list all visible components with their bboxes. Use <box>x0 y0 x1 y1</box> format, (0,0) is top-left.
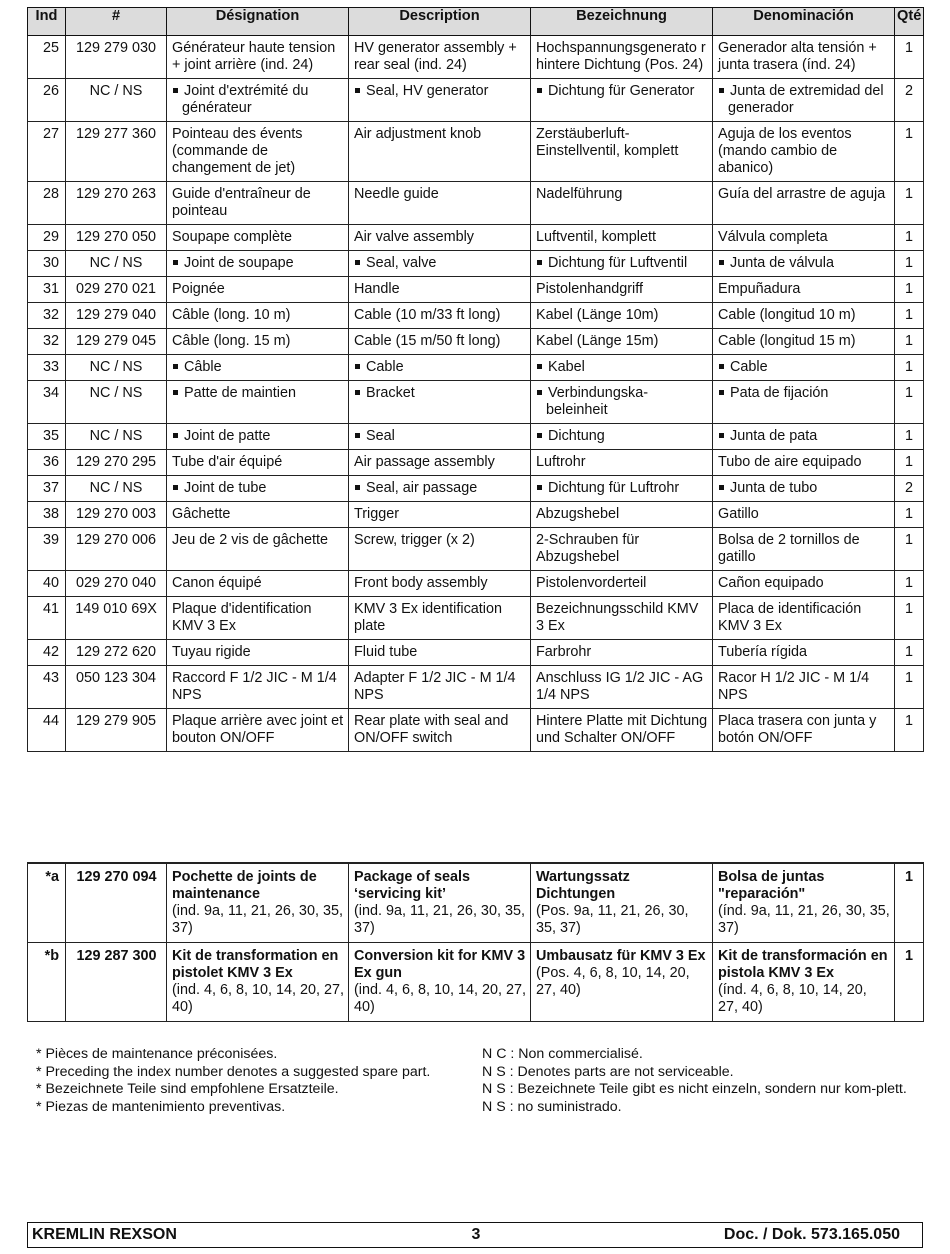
cell-part-number: NC / NS <box>66 424 167 450</box>
note-line: N S : Bezeichnete Teile gibt es nicht einzeln, sondern nur kom-plett. <box>482 1081 907 1097</box>
cell-text: Patte de maintien <box>184 385 296 401</box>
cell-bezeichnung: Luftrohr <box>531 450 713 476</box>
cell-denominacion: Guía del arrastre de aguja <box>713 182 895 225</box>
cell-text: Joint de patte <box>184 428 271 444</box>
kit-index-list: (ind. 4, 6, 8, 10, 14, 20, 27, 40) <box>172 982 345 1015</box>
cell-designation: Poignée <box>167 277 349 303</box>
cell-quantity: 1 <box>895 303 924 329</box>
cell-index: 36 <box>28 450 66 476</box>
note-line: * Pièces de maintenance préconisées. <box>36 1046 278 1062</box>
cell-index: 43 <box>28 666 66 709</box>
cell-quantity: 1 <box>895 122 924 182</box>
bullet-icon <box>355 88 360 93</box>
cell-denominacion: Generador alta tensión + junta trasera (índ. 24) <box>713 36 895 79</box>
cell-description: Air adjustment knob <box>349 122 531 182</box>
cell-text: Junta de válvula <box>730 255 835 271</box>
cell-bezeichnung <box>531 79 713 122</box>
kit-part-number: 129 287 300 <box>66 943 167 1022</box>
cell-quantity: 1 <box>895 709 924 752</box>
cell-text: Kabel <box>548 359 585 375</box>
cell-denominacion: Racor H 1/2 JIC - M 1/4 NPS <box>713 666 895 709</box>
cell-bezeichnung: Nadelführung <box>531 182 713 225</box>
cell-text: Joint de soupape <box>184 255 294 271</box>
table-row <box>28 251 924 277</box>
cell-part-number: 129 279 040 <box>66 303 167 329</box>
cell-designation <box>167 381 349 424</box>
cell-part-number: 129 279 030 <box>66 36 167 79</box>
table-row <box>28 36 924 79</box>
kit-en-cell <box>349 863 531 943</box>
cell-description: Rear plate with seal and ON/OFF switch <box>349 709 531 752</box>
table-row <box>28 79 924 122</box>
cell-quantity: 2 <box>895 476 924 502</box>
cell-text: Dichtung für Luftrohr <box>548 480 680 496</box>
cell-index: 25 <box>28 36 66 79</box>
cell-part-number: 129 279 045 <box>66 329 167 355</box>
cell-description: Front body assembly <box>349 571 531 597</box>
cell-index: 40 <box>28 571 66 597</box>
bullet-icon <box>719 88 724 93</box>
note-line: * Bezeichnete Teile sind empfohlene Ersatzteile. <box>36 1081 339 1097</box>
col-header-qte: Qté <box>895 8 924 36</box>
table-row <box>28 666 924 709</box>
note-line: * Preceding the index number denotes a suggested spare part. <box>36 1063 431 1080</box>
bullet-icon <box>537 88 542 93</box>
cell-index: 31 <box>28 277 66 303</box>
cell-bezeichnung <box>531 251 713 277</box>
cell-index: 26 <box>28 79 66 122</box>
cell-text: Joint de tube <box>184 480 267 496</box>
cell-text: Dichtung für Generator <box>548 83 695 99</box>
cell-index: 38 <box>28 502 66 528</box>
cell-quantity: 2 <box>895 79 924 122</box>
cell-bezeichnung: Hochspannungsgenerato r hintere Dichtung (Pos. 24) <box>531 36 713 79</box>
cell-part-number: 129 277 360 <box>66 122 167 182</box>
cell-part-number: 029 270 021 <box>66 277 167 303</box>
table-row <box>28 476 924 502</box>
kit-quantity: 1 <box>895 943 924 1022</box>
kit-title: Pochette de joints de maintenance <box>172 869 317 902</box>
cell-quantity: 1 <box>895 424 924 450</box>
cell-designation: Jeu de 2 vis de gâchette <box>167 528 349 571</box>
cell-description: Adapter F 1/2 JIC - M 1/4 NPS <box>349 666 531 709</box>
cell-designation: Tube d'air équipé <box>167 450 349 476</box>
cell-index: 28 <box>28 182 66 225</box>
cell-part-number: 129 270 050 <box>66 225 167 251</box>
cell-denominacion: Placa de identificación KMV 3 Ex <box>713 597 895 640</box>
cell-description: Air valve assembly <box>349 225 531 251</box>
bullet-icon <box>719 485 724 490</box>
cell-designation: Câble (long. 10 m) <box>167 303 349 329</box>
cell-quantity: 1 <box>895 182 924 225</box>
cell-bezeichnung: Abzugshebel <box>531 502 713 528</box>
cell-index: 27 <box>28 122 66 182</box>
cell-denominacion <box>713 424 895 450</box>
kit-index-list: (ind. 9a, 11, 21, 26, 30, 35, 37) <box>172 903 343 936</box>
kit-index-list: (índ. 9a, 11, 21, 26, 30, 35, 37) <box>718 903 890 936</box>
col-header-bezeichnung: Bezeichnung <box>531 8 713 36</box>
cell-bezeichnung <box>531 355 713 381</box>
table-row <box>28 182 924 225</box>
kit-part-number: 129 270 094 <box>66 863 167 943</box>
bullet-icon <box>355 390 360 395</box>
cell-part-number: NC / NS <box>66 381 167 424</box>
cell-designation: Soupape complète <box>167 225 349 251</box>
kit-es-cell <box>713 863 895 943</box>
cell-index: 32 <box>28 329 66 355</box>
cell-part-number: 129 270 003 <box>66 502 167 528</box>
cell-designation: Pointeau des évents (commande de changement de jet) <box>167 122 349 182</box>
cell-description: KMV 3 Ex identification plate <box>349 597 531 640</box>
cell-designation <box>167 424 349 450</box>
col-header-designation: Désignation <box>167 8 349 36</box>
cell-denominacion: Cañon equipado <box>713 571 895 597</box>
cell-description: Handle <box>349 277 531 303</box>
cell-text: Seal, HV generator <box>366 83 489 99</box>
cell-description: Air passage assembly <box>349 450 531 476</box>
cell-quantity: 1 <box>895 381 924 424</box>
cell-designation <box>167 251 349 277</box>
cell-index: 29 <box>28 225 66 251</box>
col-header-number: # <box>66 8 167 36</box>
cell-quantity: 1 <box>895 528 924 571</box>
cell-part-number: 149 010 69X <box>66 597 167 640</box>
cell-part-number: 129 270 295 <box>66 450 167 476</box>
cell-denominacion: Tubo de aire equipado <box>713 450 895 476</box>
cell-denominacion: Cable (longitud 15 m) <box>713 329 895 355</box>
cell-bezeichnung: Luftventil, komplett <box>531 225 713 251</box>
cell-denominacion: Válvula completa <box>713 225 895 251</box>
table-row <box>28 424 924 450</box>
cell-designation: Raccord F 1/2 JIC - M 1/4 NPS <box>167 666 349 709</box>
note-line: N S : no suministrado. <box>482 1098 622 1115</box>
kit-title: Kit de transformation en pistolet KMV 3 Ex <box>172 948 339 981</box>
cell-quantity: 1 <box>895 277 924 303</box>
cell-bezeichnung: Zerstäuberluft-Einstellventil, komplett <box>531 122 713 182</box>
bullet-icon <box>173 364 178 369</box>
cell-bezeichnung <box>531 424 713 450</box>
cell-text: Pata de fijación <box>730 385 829 401</box>
bullet-icon <box>537 364 542 369</box>
cell-denominacion: Placa trasera con junta y botón ON/OFF <box>713 709 895 752</box>
bullet-icon <box>355 364 360 369</box>
cell-description <box>349 424 531 450</box>
kit-index-list: (Pos. 9a, 11, 21, 26, 30, 35, 37) <box>536 903 689 936</box>
cell-description <box>349 381 531 424</box>
table-row <box>28 571 924 597</box>
cell-bezeichnung: Anschluss IG 1/2 JIC - AG 1/4 NPS <box>531 666 713 709</box>
cell-part-number: 129 270 263 <box>66 182 167 225</box>
cell-denominacion: Tubería rígida <box>713 640 895 666</box>
table-row <box>28 303 924 329</box>
bullet-icon <box>719 433 724 438</box>
cell-description: Needle guide <box>349 182 531 225</box>
cell-text: Joint d'extrémité du générateur <box>182 83 309 116</box>
cell-denominacion <box>713 381 895 424</box>
kit-index-list: (Pos. 4, 6, 8, 10, 14, 20, 27, 40) <box>536 965 690 998</box>
cell-denominacion: Bolsa de 2 tornillos de gatillo <box>713 528 895 571</box>
kit-index-list: (ind. 9a, 11, 21, 26, 30, 35, 37) <box>354 903 525 936</box>
cell-part-number: 129 279 905 <box>66 709 167 752</box>
kit-es-cell <box>713 943 895 1022</box>
cell-text: Bracket <box>366 385 415 401</box>
cell-denominacion <box>713 355 895 381</box>
cell-part-number: NC / NS <box>66 355 167 381</box>
cell-designation <box>167 79 349 122</box>
cell-part-number: NC / NS <box>66 251 167 277</box>
cell-description: Screw, trigger (x 2) <box>349 528 531 571</box>
cell-description <box>349 251 531 277</box>
col-header-ind: Ind <box>28 8 66 36</box>
table-row <box>28 277 924 303</box>
cell-part-number: NC / NS <box>66 79 167 122</box>
cell-text: Seal, air passage <box>366 480 478 496</box>
kit-de-cell <box>531 943 713 1022</box>
kit-title: Package of seals ‘servicing kit’ <box>354 869 470 902</box>
kit-title: Umbausatz für KMV 3 Ex <box>536 948 706 964</box>
table-row <box>28 597 924 640</box>
table-row <box>28 640 924 666</box>
notes-suggested-spares <box>36 1046 430 1116</box>
note-line: N S : Denotes parts are not serviceable. <box>482 1063 734 1080</box>
cell-designation <box>167 476 349 502</box>
cell-description: Trigger <box>349 502 531 528</box>
bullet-icon <box>537 260 542 265</box>
col-header-denominacion: Denominación <box>713 8 895 36</box>
page-footer <box>27 1222 923 1248</box>
bullet-icon <box>173 433 178 438</box>
kit-en-cell <box>349 943 531 1022</box>
table-row <box>28 355 924 381</box>
cell-quantity: 1 <box>895 571 924 597</box>
cell-text: Junta de tubo <box>730 480 818 496</box>
kit-title: Wartungssatz Dichtungen <box>536 869 630 902</box>
kit-index-list: (índ. 4, 6, 8, 10, 14, 20, 27, 40) <box>718 982 867 1015</box>
kit-row <box>28 863 924 943</box>
kit-title: Bolsa de juntas "reparación" <box>718 869 825 902</box>
cell-index: 37 <box>28 476 66 502</box>
cell-quantity: 1 <box>895 502 924 528</box>
bullet-icon <box>537 433 542 438</box>
bullet-icon <box>537 485 542 490</box>
cell-text: Cable <box>730 359 768 375</box>
table-row <box>28 502 924 528</box>
table-row <box>28 381 924 424</box>
cell-index: 30 <box>28 251 66 277</box>
cell-denominacion <box>713 476 895 502</box>
cell-bezeichnung <box>531 381 713 424</box>
cell-text: Dichtung für Luftventil <box>548 255 688 271</box>
bullet-icon <box>719 260 724 265</box>
footer-page-number: 3 <box>471 1226 481 1243</box>
cell-designation: Gâchette <box>167 502 349 528</box>
cell-designation: Plaque d'identification KMV 3 Ex <box>167 597 349 640</box>
bullet-icon <box>537 390 542 395</box>
kit-quantity: 1 <box>895 863 924 943</box>
note-line: * Piezas de mantenimiento preventivas. <box>36 1098 286 1115</box>
bullet-icon <box>355 433 360 438</box>
cell-quantity: 1 <box>895 597 924 640</box>
bullet-icon <box>173 88 178 93</box>
cell-bezeichnung: Bezeichnungsschild KMV 3 Ex <box>531 597 713 640</box>
note-line: N C : Non commercialisé. <box>482 1046 643 1062</box>
bullet-icon <box>355 485 360 490</box>
cell-description: Cable (10 m/33 ft long) <box>349 303 531 329</box>
footer-doc-ref: Doc. / Dok. 573.165.050 <box>723 1226 900 1243</box>
cell-quantity: 1 <box>895 450 924 476</box>
cell-bezeichnung: Pistolenhandgriff <box>531 277 713 303</box>
kit-row <box>28 943 924 1022</box>
cell-description: Cable (15 m/50 ft long) <box>349 329 531 355</box>
cell-part-number: NC / NS <box>66 476 167 502</box>
cell-description <box>349 79 531 122</box>
cell-quantity: 1 <box>895 329 924 355</box>
cell-index: 41 <box>28 597 66 640</box>
cell-text: Verbindungska-beleinheit <box>546 385 649 418</box>
cell-designation: Plaque arrière avec joint et bouton ON/OFF <box>167 709 349 752</box>
kits-table <box>27 862 924 1022</box>
cell-part-number: 129 272 620 <box>66 640 167 666</box>
cell-description: HV generator assembly + rear seal (ind. 24) <box>349 36 531 79</box>
cell-designation: Guide d'entraîneur de pointeau <box>167 182 349 225</box>
cell-quantity: 1 <box>895 251 924 277</box>
cell-bezeichnung: Kabel (Länge 10m) <box>531 303 713 329</box>
cell-bezeichnung: 2-Schrauben für Abzugshebel <box>531 528 713 571</box>
kit-fr-cell <box>167 943 349 1022</box>
cell-text: Seal, valve <box>366 255 437 271</box>
header-row <box>28 8 924 36</box>
kit-index: *b <box>28 943 66 1022</box>
kit-index: *a <box>28 863 66 943</box>
table-row <box>28 225 924 251</box>
bullet-icon <box>355 260 360 265</box>
cell-index: 35 <box>28 424 66 450</box>
kit-fr-cell <box>167 863 349 943</box>
cell-quantity: 1 <box>895 640 924 666</box>
cell-denominacion <box>713 79 895 122</box>
cell-bezeichnung <box>531 476 713 502</box>
kit-title: Conversion kit for KMV 3 Ex gun <box>354 948 526 981</box>
table-row <box>28 528 924 571</box>
cell-quantity: 1 <box>895 225 924 251</box>
kit-de-cell <box>531 863 713 943</box>
table-row <box>28 329 924 355</box>
cell-quantity: 1 <box>895 355 924 381</box>
cell-designation: Générateur haute tension + joint arrière (ind. 24) <box>167 36 349 79</box>
cell-denominacion: Gatillo <box>713 502 895 528</box>
bullet-icon <box>173 260 178 265</box>
table-row <box>28 709 924 752</box>
cell-quantity: 1 <box>895 36 924 79</box>
bullet-icon <box>173 390 178 395</box>
cell-index: 42 <box>28 640 66 666</box>
cell-designation: Tuyau rigide <box>167 640 349 666</box>
cell-text: Cable <box>366 359 404 375</box>
cell-bezeichnung: Hintere Platte mit Dichtung und Schalter ON/OFF <box>531 709 713 752</box>
cell-text: Junta de extremidad del generador <box>728 83 884 116</box>
cell-description <box>349 476 531 502</box>
cell-bezeichnung: Kabel (Länge 15m) <box>531 329 713 355</box>
cell-quantity: 1 <box>895 666 924 709</box>
cell-text: Junta de pata <box>730 428 818 444</box>
bullet-icon <box>719 364 724 369</box>
cell-description: Fluid tube <box>349 640 531 666</box>
parts-table <box>27 7 924 752</box>
bullet-icon <box>173 485 178 490</box>
cell-index: 32 <box>28 303 66 329</box>
cell-designation: Câble (long. 15 m) <box>167 329 349 355</box>
footer-company: KREMLIN REXSON <box>32 1226 177 1243</box>
cell-bezeichnung: Farbrohr <box>531 640 713 666</box>
cell-description <box>349 355 531 381</box>
cell-denominacion: Empuñadura <box>713 277 895 303</box>
cell-index: 39 <box>28 528 66 571</box>
cell-designation: Canon équipé <box>167 571 349 597</box>
cell-denominacion: Aguja de los eventos (mando cambio de abanico) <box>713 122 895 182</box>
table-row <box>28 122 924 182</box>
cell-bezeichnung: Pistolenvorderteil <box>531 571 713 597</box>
cell-index: 34 <box>28 381 66 424</box>
cell-index: 44 <box>28 709 66 752</box>
notes-nc-ns <box>482 1046 922 1116</box>
cell-text: Seal <box>366 428 395 444</box>
table-row <box>28 450 924 476</box>
col-header-description: Description <box>349 8 531 36</box>
cell-denominacion: Cable (longitud 10 m) <box>713 303 895 329</box>
cell-part-number: 050 123 304 <box>66 666 167 709</box>
cell-part-number: 129 270 006 <box>66 528 167 571</box>
cell-text: Câble <box>184 359 222 375</box>
cell-denominacion <box>713 251 895 277</box>
cell-designation <box>167 355 349 381</box>
bullet-icon <box>719 390 724 395</box>
kit-title: Kit de transformación en pistola KMV 3 Ex <box>718 948 888 981</box>
cell-part-number: 029 270 040 <box>66 571 167 597</box>
kit-index-list: (ind. 4, 6, 8, 10, 14, 20, 27, 40) <box>354 982 527 1015</box>
cell-index: 33 <box>28 355 66 381</box>
cell-text: Dichtung <box>548 428 605 444</box>
